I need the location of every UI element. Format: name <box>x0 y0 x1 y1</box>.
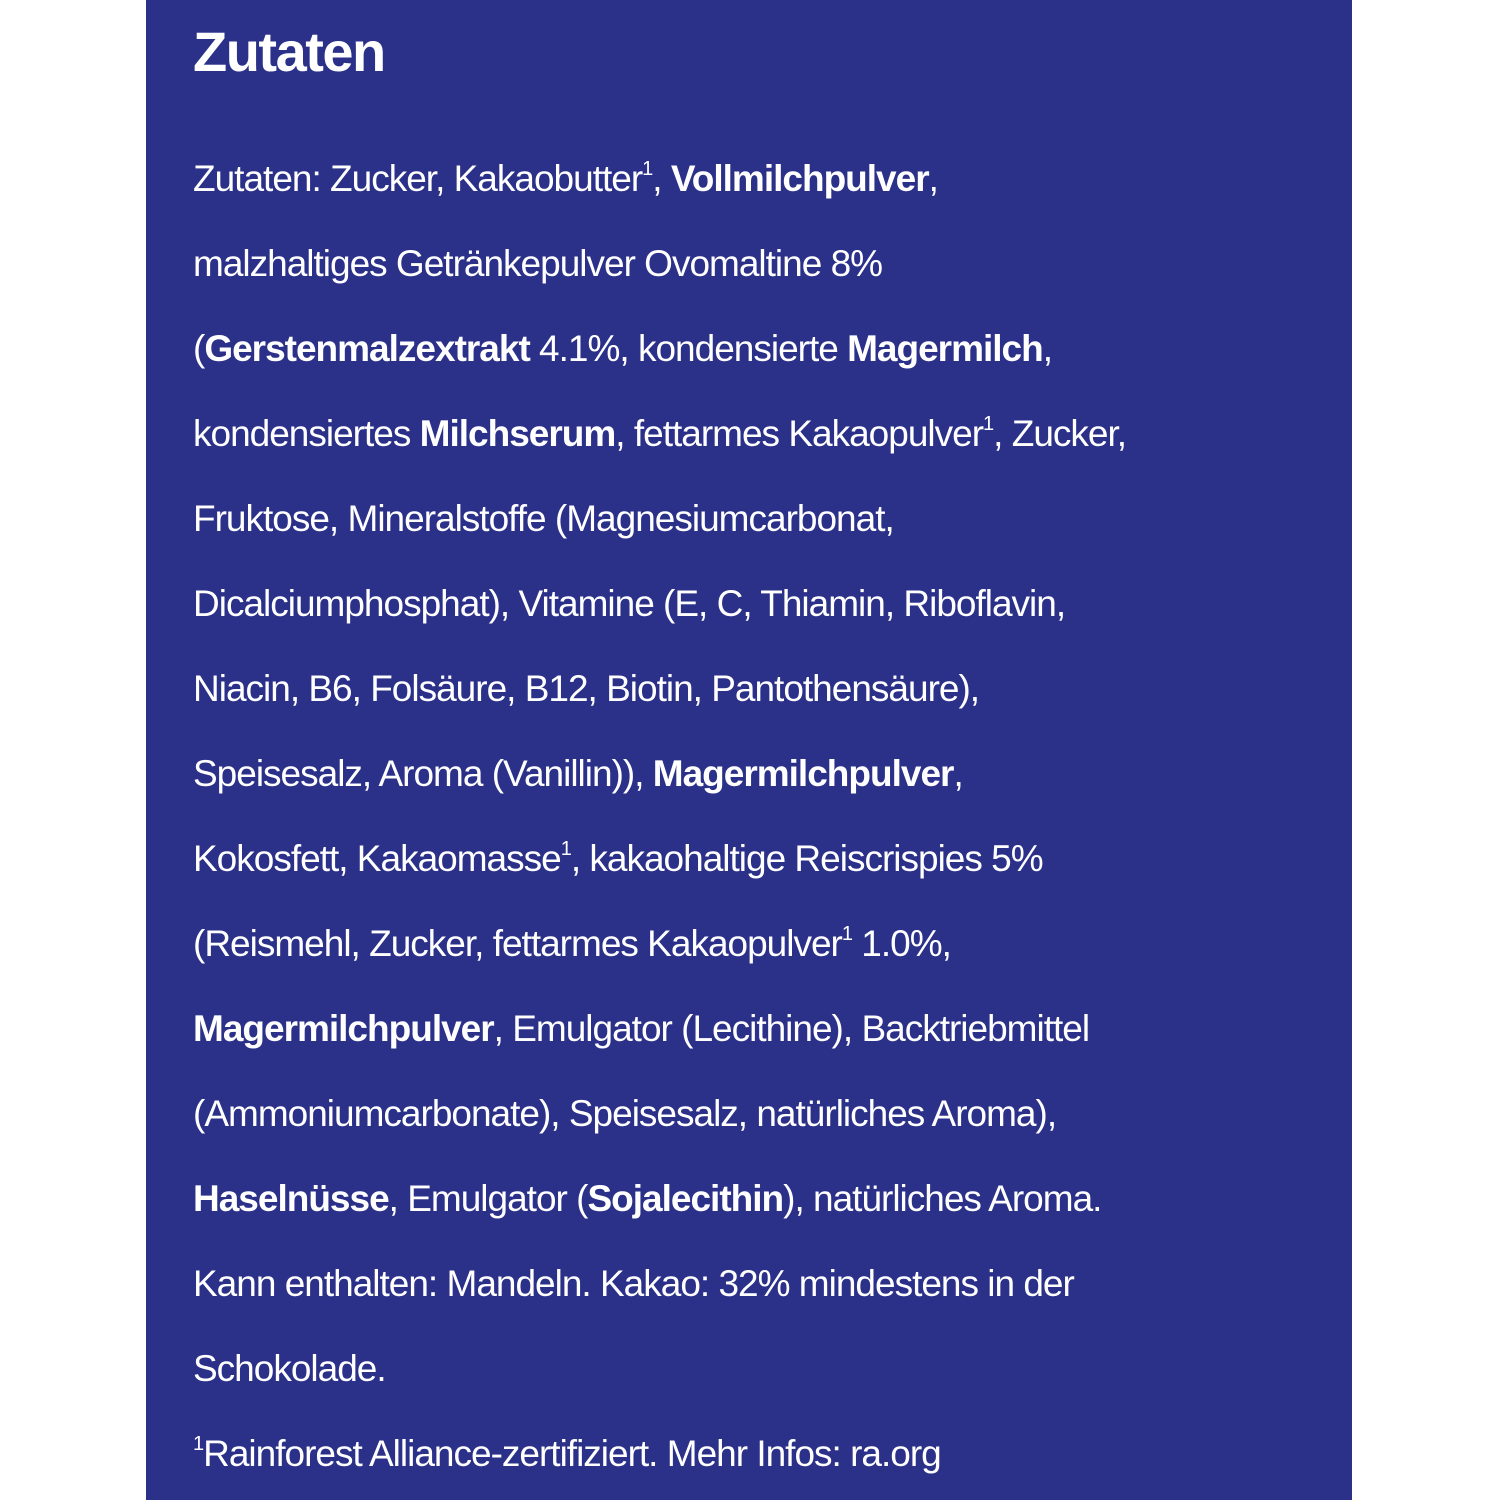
ingredient-text: Fruktose, Mineralstoffe (Magnesiumcarbonat, <box>193 498 894 539</box>
ingredients-line <box>193 1411 1352 1496</box>
ingredients-line <box>193 221 1352 306</box>
ingredient-text: malzhaltiges Getränkepulver Ovomaltine 8% <box>193 243 883 284</box>
allergen-text: Sojalecithin <box>587 1178 784 1219</box>
ingredient-text: (Ammoniumcarbonate), Speisesalz, natürliches Aroma), <box>193 1093 1057 1134</box>
footnote-marker: 1 <box>193 1433 204 1455</box>
ingredients-line <box>193 476 1352 561</box>
allergen-text: Magermilchpulver <box>193 1008 494 1049</box>
ingredient-text: , <box>652 158 671 199</box>
ingredient-text: Dicalciumphosphat), Vitamine (E, C, Thiamin, Riboflavin, <box>193 583 1066 624</box>
ingredient-text: , <box>928 158 938 199</box>
ingredients-line <box>193 731 1352 816</box>
ingredient-text: Zutaten: Zucker, Kakaobutter <box>193 158 643 199</box>
ingredient-text: Schokolade. <box>193 1348 386 1389</box>
ingredient-text: , Zucker, <box>993 413 1127 454</box>
ingredient-text: Speisesalz, Aroma (Vanillin)), <box>193 753 653 794</box>
ingredients-line <box>193 1071 1352 1156</box>
ingredients-line <box>193 816 1352 901</box>
ingredients-line <box>193 901 1352 986</box>
ingredients-line <box>193 986 1352 1071</box>
ingredient-text: Kokosfett, Kakaomasse <box>193 838 561 879</box>
ingredient-text: kondensiertes <box>193 413 420 454</box>
footnote-marker: 1 <box>841 923 852 945</box>
ingredient-text: 4.1%, kondensierte <box>529 328 848 369</box>
ingredient-text: Rainforest Alliance-zertifiziert. Mehr Infos: ra.org <box>203 1433 941 1474</box>
allergen-text: Gerstenmalzextrakt <box>204 328 530 369</box>
allergen-text: Haselnüsse <box>193 1178 389 1219</box>
ingredients-text <box>193 136 1352 1496</box>
footnote-marker: 1 <box>560 838 571 860</box>
ingredients-line <box>193 136 1352 221</box>
ingredients-line <box>193 561 1352 646</box>
allergen-text: Vollmilchpulver <box>670 158 929 199</box>
ingredients-line <box>193 1326 1352 1411</box>
ingredient-text: Niacin, B6, Folsäure, B12, Biotin, Pantothensäure), <box>193 668 980 709</box>
ingredient-text: Kann enthalten: Mandeln. Kakao: 32% mindestens in der <box>193 1263 1074 1304</box>
allergen-text: Milchserum <box>419 413 616 454</box>
footnote-marker: 1 <box>642 158 653 180</box>
ingredient-text: , Emulgator (Lecithine), Backtriebmittel <box>493 1008 1090 1049</box>
footnote-marker: 1 <box>983 413 994 435</box>
allergen-text: Magermilch <box>847 328 1043 369</box>
ingredients-line <box>193 646 1352 731</box>
ingredients-panel <box>146 0 1352 1500</box>
ingredient-text: , fettarmes Kakaopulver <box>615 413 984 454</box>
ingredient-text: 1.0%, <box>852 923 951 964</box>
ingredient-text: , <box>953 753 963 794</box>
ingredients-line <box>193 1241 1352 1326</box>
ingredient-text: , Emulgator ( <box>388 1178 588 1219</box>
ingredients-line <box>193 306 1352 391</box>
ingredient-text: , kakaohaltige Reiscrispies 5% <box>570 838 1043 879</box>
ingredient-text: ), natürliches Aroma. <box>783 1178 1102 1219</box>
ingredient-text: (Reismehl, Zucker, fettarmes Kakaopulver <box>193 923 842 964</box>
ingredients-line <box>193 391 1352 476</box>
allergen-text: Magermilchpulver <box>652 753 954 794</box>
ingredients-line <box>193 1156 1352 1241</box>
section-heading: Zutaten <box>193 20 385 83</box>
ingredient-text: , <box>1042 328 1053 369</box>
ingredient-text: ( <box>193 328 205 369</box>
